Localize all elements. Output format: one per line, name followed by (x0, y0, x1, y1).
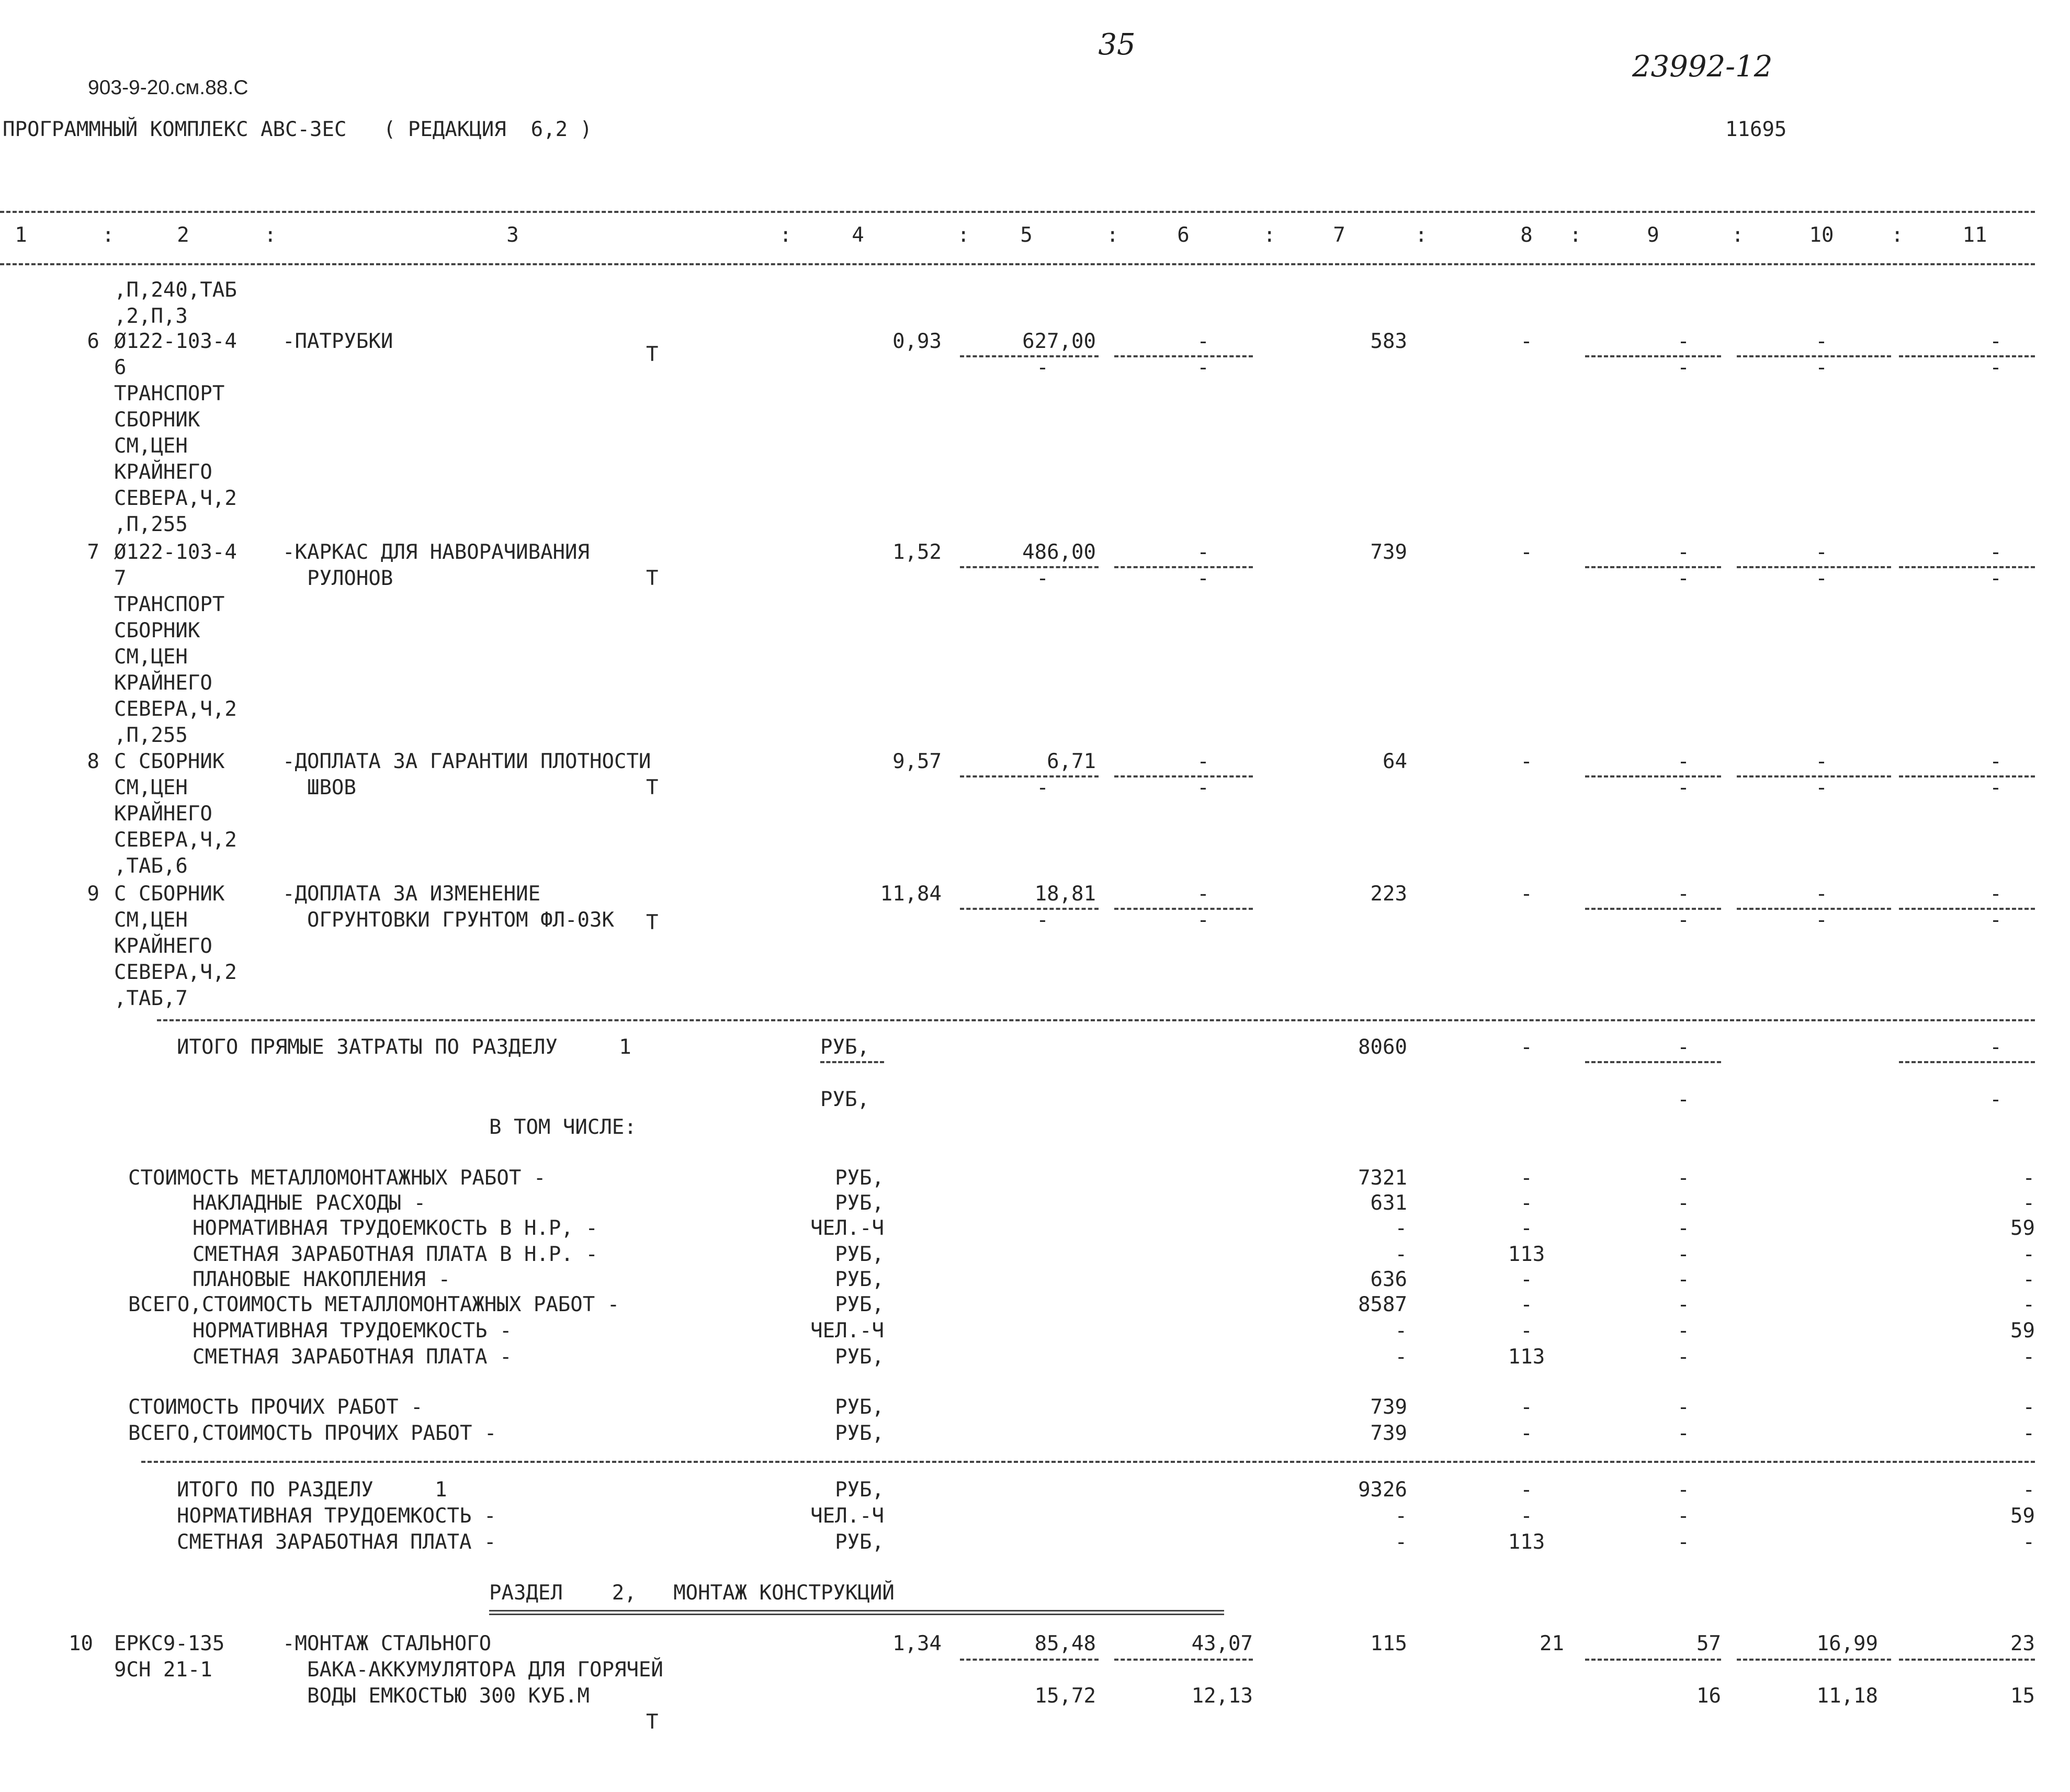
summary-unit: РУБ, (835, 1268, 884, 1291)
column-separator: : (957, 223, 970, 247)
summary-label: ВСЕГО,СТОИМОСТЬ ПРОЧИХ РАБОТ - (128, 1422, 497, 1445)
row-number: 7 (87, 540, 99, 564)
summary-label: СМЕТНАЯ ЗАРАБОТНАЯ ПЛАТА - (193, 1345, 512, 1369)
page-number: 35 (1098, 28, 1136, 62)
total-cost: 583 (1370, 330, 1407, 353)
column-header-1: 1 (15, 223, 27, 247)
summary-col9: - (1677, 1216, 1690, 1240)
summary-col8: - (1520, 1216, 1533, 1240)
item-code: КРАЙНЕГО (114, 934, 212, 958)
summary-col9: - (1677, 1395, 1690, 1419)
total-cost: 115 (1370, 1632, 1407, 1655)
item-code: КРАЙНЕГО (114, 802, 212, 826)
summary-col8: - (1520, 1268, 1533, 1291)
including-label: В ТОМ ЧИСЛЕ: (489, 1115, 637, 1139)
item-code: СБОРНИК (114, 619, 200, 643)
item-code: С СБОРНИК (114, 882, 225, 906)
summary-col11: - (2022, 1422, 2035, 1445)
column-header-9: 9 (1647, 223, 1659, 247)
col11-value: - (1989, 882, 2002, 906)
summary-col8: - (1520, 1293, 1533, 1316)
row-number: 6 (87, 330, 99, 353)
summary-total: 739 (1370, 1422, 1407, 1445)
summary-unit: РУБ, (835, 1293, 884, 1316)
section-total-col8: 113 (1508, 1530, 1545, 1554)
section-total-col11: - (2022, 1530, 2035, 1554)
summary-col11: 59 (2010, 1216, 2035, 1240)
total-cost: 223 (1370, 882, 1407, 906)
row-number: 8 (87, 750, 99, 773)
section-rule (157, 1019, 2035, 1021)
col10-value: - (1815, 540, 1828, 564)
total-direct-unit: РУБ, (820, 1035, 869, 1059)
summary-total: - (1395, 1243, 1407, 1266)
item-code: ,ТАБ,6 (114, 854, 188, 878)
item-code: ТРАНСПОРТ (114, 382, 225, 405)
summary-col11: - (2022, 1191, 2035, 1215)
summary-label: НОРМАТИВНАЯ ТРУДОЕМКОСТЬ - (193, 1319, 512, 1343)
item-code: СМ,ЦЕН (114, 908, 188, 932)
section-total-unit: РУБ, (835, 1478, 884, 1502)
summary-total: 8587 (1358, 1293, 1407, 1316)
item-code: ,2,П,3 (114, 305, 188, 328)
summary-label: СТОИМОСТЬ МЕТАЛЛОМОНТАЖНЫХ РАБОТ - (128, 1166, 546, 1190)
summary-unit: РУБ, (835, 1345, 884, 1369)
summary-col9: - (1677, 1166, 1690, 1190)
total-direct-col11: - (1989, 1035, 2002, 1059)
summary-total: - (1395, 1216, 1407, 1240)
col10-extra: - (1815, 567, 1828, 590)
wage-price: - (1197, 540, 1209, 564)
col11-value: - (1989, 330, 2002, 353)
total-direct-label: ИТОГО ПРЯМЫЕ ЗАТРАТЫ ПО РАЗДЕЛУ 1 (177, 1035, 631, 1059)
col9-value: - (1677, 330, 1690, 353)
total-direct-unit-2: РУБ, (820, 1088, 869, 1111)
column-separator: : (102, 223, 115, 247)
section-total-col9: - (1677, 1530, 1690, 1554)
total-cost: 739 (1370, 540, 1407, 564)
section-rule (141, 1461, 2035, 1463)
summary-unit: РУБ, (835, 1166, 884, 1190)
subrule (1585, 1659, 1721, 1661)
col8-value: - (1520, 882, 1533, 906)
item-description: -КАРКАС ДЛЯ НАВОРАЧИВАНИЯ (282, 540, 590, 564)
unit-price-extra: - (1036, 776, 1049, 799)
unit: Т (646, 911, 659, 934)
unit: Т (646, 776, 659, 799)
item-code: ,П,240,ТАБ (114, 278, 237, 302)
section-total-cost: 9326 (1358, 1478, 1407, 1502)
item-description: -ДОПЛАТА ЗА ГАРАНТИИ ПЛОТНОСТИ (282, 750, 651, 773)
row-number: 9 (87, 882, 99, 906)
summary-col8: - (1520, 1166, 1533, 1190)
summary-col11: - (2022, 1166, 2035, 1190)
item-code: СЕВЕРА,Ч,2 (114, 697, 237, 721)
item-code: С СБОРНИК (114, 750, 225, 773)
col10-extra: - (1815, 776, 1828, 799)
summary-col11: - (2022, 1345, 2035, 1369)
column-separator: : (264, 223, 277, 247)
item-description: ОГРУНТОВКИ ГРУНТОМ ФЛ-03К (282, 908, 614, 932)
summary-col8: - (1520, 1422, 1533, 1445)
summary-total: - (1395, 1345, 1407, 1369)
wage-price-extra: - (1197, 356, 1209, 379)
item-code: СЕВЕРА,Ч,2 (114, 961, 237, 984)
section-total-label: ИТОГО ПО РАЗДЕЛУ 1 (177, 1478, 447, 1502)
unit: Т (646, 343, 659, 366)
summary-unit: РУБ, (835, 1191, 884, 1215)
section-total-col8: - (1520, 1478, 1533, 1502)
col9-extra: - (1677, 567, 1690, 590)
summary-col9: - (1677, 1268, 1690, 1291)
col8-value: 21 (1540, 1632, 1564, 1655)
col10-value: - (1815, 330, 1828, 353)
col11-extra: - (1989, 776, 2002, 799)
col10-extra: 11,18 (1816, 1684, 1878, 1708)
subrule (820, 1061, 884, 1063)
col11-extra: - (1989, 567, 2002, 590)
summary-col8: - (1520, 1191, 1533, 1215)
summary-col9: - (1677, 1319, 1690, 1343)
unit-price-extra: 15,72 (1034, 1684, 1096, 1708)
item-code: 6 (114, 356, 127, 379)
wage-price-extra: - (1197, 567, 1209, 590)
item-description: -ДОПЛАТА ЗА ИЗМЕНЕНИЕ (282, 882, 541, 906)
section-total-unit: ЧЕЛ.-Ч (810, 1504, 884, 1528)
subrule (1899, 1061, 2035, 1063)
section-2-title: РАЗДЕЛ 2, МОНТАЖ КОНСТРУКЦИЙ (489, 1581, 895, 1605)
summary-total: 636 (1370, 1268, 1407, 1291)
column-header-2: 2 (177, 223, 189, 247)
item-description: -ПАТРУБКИ (282, 330, 393, 353)
qty-value: 0,93 (892, 330, 942, 353)
subrule (1737, 1659, 1891, 1661)
col9-value: - (1677, 540, 1690, 564)
col10-value: 16,99 (1816, 1632, 1878, 1655)
item-code: 9СН 21-1 (114, 1658, 212, 1682)
wage-price-extra: - (1197, 776, 1209, 799)
qty-value: 1,52 (892, 540, 942, 564)
subrule (960, 1659, 1099, 1661)
section-total-col11: - (2022, 1478, 2035, 1502)
col8-value: - (1520, 330, 1533, 353)
summary-col11: - (2022, 1395, 2035, 1419)
item-code: СМ,ЦЕН (114, 434, 188, 458)
item-code: 7 (114, 567, 127, 590)
item-code: СМ,ЦЕН (114, 776, 188, 799)
item-description: РУЛОНОВ (282, 567, 393, 590)
item-code: ,ТАБ,7 (114, 987, 188, 1010)
summary-col11: 59 (2010, 1319, 2035, 1343)
item-code: ,П,255 (114, 513, 188, 536)
unit-price-extra: - (1036, 908, 1049, 932)
col9-value: - (1677, 882, 1690, 906)
summary-col11: - (2022, 1293, 2035, 1316)
summary-col9: - (1677, 1345, 1690, 1369)
subrule (1899, 1659, 2035, 1661)
item-code: КРАЙНЕГО (114, 460, 212, 484)
item-code: КРАЙНЕГО (114, 671, 212, 695)
summary-unit: ЧЕЛ.-Ч (810, 1216, 884, 1240)
column-header-10: 10 (1809, 223, 1834, 247)
item-code: Ø122-103-4 (114, 330, 237, 353)
wage-price: - (1197, 750, 1209, 773)
qty-value: 11,84 (880, 882, 942, 906)
item-code: СБОРНИК (114, 408, 200, 432)
summary-unit: ЧЕЛ.-Ч (810, 1319, 884, 1343)
summary-col11: - (2022, 1243, 2035, 1266)
section-total-cost: - (1395, 1504, 1407, 1528)
summary-label: ВСЕГО,СТОИМОСТЬ МЕТАЛЛОМОНТАЖНЫХ РАБОТ - (128, 1293, 620, 1316)
total-direct-col8: - (1520, 1035, 1533, 1059)
section-total-col8: - (1520, 1504, 1533, 1528)
item-code: ,П,255 (114, 724, 188, 747)
item-code: СЕВЕРА,Ч,2 (114, 828, 237, 852)
column-separator: : (1891, 223, 1904, 247)
section-total-col9: - (1677, 1478, 1690, 1502)
column-separator: : (1106, 223, 1119, 247)
inventory-number: 23992-12 (1632, 50, 1773, 84)
summary-col9: - (1677, 1422, 1690, 1445)
summary-unit: РУБ, (835, 1395, 884, 1419)
qty-value: 1,34 (892, 1632, 942, 1655)
item-code: ТРАНСПОРТ (114, 593, 225, 616)
col10-extra: - (1815, 908, 1828, 932)
qty-value: 9,57 (892, 750, 942, 773)
section-total-cost: - (1395, 1530, 1407, 1554)
total-direct-col11-extra: - (1989, 1088, 2002, 1111)
unit-price: 627,00 (1022, 330, 1096, 353)
column-header-5: 5 (1020, 223, 1033, 247)
unit: Т (646, 1710, 659, 1734)
summary-col9: - (1677, 1243, 1690, 1266)
wage-price: 43,07 (1191, 1632, 1253, 1655)
summary-total: - (1395, 1319, 1407, 1343)
col10-value: - (1815, 750, 1828, 773)
column-header-4: 4 (852, 223, 864, 247)
summary-label: НАКЛАДНЫЕ РАСХОДЫ - (193, 1191, 426, 1215)
col11-value: - (1989, 540, 2002, 564)
unit-price: 6,71 (1047, 750, 1096, 773)
subrule (1585, 1061, 1721, 1063)
summary-label: СТОИМОСТЬ ПРОЧИХ РАБОТ - (128, 1395, 423, 1419)
section-2-underline (489, 1610, 1224, 1615)
unit-price: 486,00 (1022, 540, 1096, 564)
item-code: СМ,ЦЕН (114, 645, 188, 669)
unit-price-extra: - (1036, 356, 1049, 379)
col11-value: - (1989, 750, 2002, 773)
column-header-7: 7 (1333, 223, 1345, 247)
column-separator: : (1732, 223, 1744, 247)
column-separator: : (779, 223, 792, 247)
col9-value: 57 (1696, 1632, 1721, 1655)
col10-value: - (1815, 882, 1828, 906)
summary-col8: 113 (1508, 1243, 1545, 1266)
column-separator: : (1415, 223, 1428, 247)
summary-label: СМЕТНАЯ ЗАРАБОТНАЯ ПЛАТА В Н.Р. - (193, 1243, 598, 1266)
wage-price-extra: 12,13 (1191, 1684, 1253, 1708)
column-separator: : (1569, 223, 1582, 247)
unit-price: 18,81 (1034, 882, 1096, 906)
column-separator: : (1263, 223, 1276, 247)
summary-col9: - (1677, 1293, 1690, 1316)
sheet-number: 11695 (1725, 118, 1787, 141)
col11-value: 23 (2010, 1632, 2035, 1655)
wage-price: - (1197, 882, 1209, 906)
item-description: ШВОВ (282, 776, 356, 799)
summary-unit: РУБ, (835, 1243, 884, 1266)
col11-extra: 15 (2010, 1684, 2035, 1708)
col9-extra: - (1677, 908, 1690, 932)
header-rule-bottom (0, 263, 2035, 265)
wage-price: - (1197, 330, 1209, 353)
item-code: Ø122-103-4 (114, 540, 237, 564)
item-description: ВОДЫ ЕМКОСТЬЮ 300 КУБ.М (282, 1684, 590, 1708)
summary-col9: - (1677, 1191, 1690, 1215)
col8-value: - (1520, 540, 1533, 564)
col9-extra: - (1677, 356, 1690, 379)
total-direct-col9-extra: - (1677, 1088, 1690, 1111)
summary-unit: РУБ, (835, 1422, 884, 1445)
col9-value: - (1677, 750, 1690, 773)
subrule (1114, 1659, 1253, 1661)
summary-label: ПЛАНОВЫЕ НАКОПЛЕНИЯ - (193, 1268, 451, 1291)
item-description: -МОНТАЖ СТАЛЬНОГО (282, 1632, 492, 1655)
summary-col11: - (2022, 1268, 2035, 1291)
column-header-3: 3 (506, 223, 519, 247)
document-code: 903-9-20.см.88.С (88, 76, 248, 99)
item-description: БАКА-АККУМУЛЯТОРА ДЛЯ ГОРЯЧЕЙ (282, 1658, 663, 1682)
item-code: ЕРКС9-135 (114, 1632, 225, 1655)
summary-label: НОРМАТИВНАЯ ТРУДОЕМКОСТЬ В Н.Р, - (193, 1216, 598, 1240)
summary-total: 739 (1370, 1395, 1407, 1419)
total-direct-cost: 8060 (1358, 1035, 1407, 1059)
header-rule-top (0, 211, 2035, 213)
section-total-label: НОРМАТИВНАЯ ТРУДОЕМКОСТЬ - (177, 1504, 496, 1528)
col9-extra: - (1677, 776, 1690, 799)
total-direct-col9: - (1677, 1035, 1690, 1059)
summary-col8: - (1520, 1395, 1533, 1419)
summary-total: 7321 (1358, 1166, 1407, 1190)
row-number: 10 (69, 1632, 93, 1655)
summary-col8: 113 (1508, 1345, 1545, 1369)
program-title: ПРОГРАММНЫЙ КОМПЛЕКС АВС-3ЕС ( РЕДАКЦИЯ 6,2 ) (3, 118, 593, 141)
section-total-unit: РУБ, (835, 1530, 884, 1554)
unit-price: 85,48 (1034, 1632, 1096, 1655)
unit: Т (646, 567, 659, 590)
col9-extra: 16 (1696, 1684, 1721, 1708)
column-header-11: 11 (1962, 223, 1987, 247)
col10-extra: - (1815, 356, 1828, 379)
summary-col8: - (1520, 1319, 1533, 1343)
column-header-6: 6 (1177, 223, 1190, 247)
column-header-8: 8 (1520, 223, 1533, 247)
total-cost: 64 (1383, 750, 1407, 773)
col11-extra: - (1989, 908, 2002, 932)
unit-price-extra: - (1036, 567, 1049, 590)
section-total-label: СМЕТНАЯ ЗАРАБОТНАЯ ПЛАТА - (177, 1530, 496, 1554)
section-total-col11: 59 (2010, 1504, 2035, 1528)
section-total-col9: - (1677, 1504, 1690, 1528)
col11-extra: - (1989, 356, 2002, 379)
wage-price-extra: - (1197, 908, 1209, 932)
item-code: СЕВЕРА,Ч,2 (114, 487, 237, 510)
summary-total: 631 (1370, 1191, 1407, 1215)
col8-value: - (1520, 750, 1533, 773)
